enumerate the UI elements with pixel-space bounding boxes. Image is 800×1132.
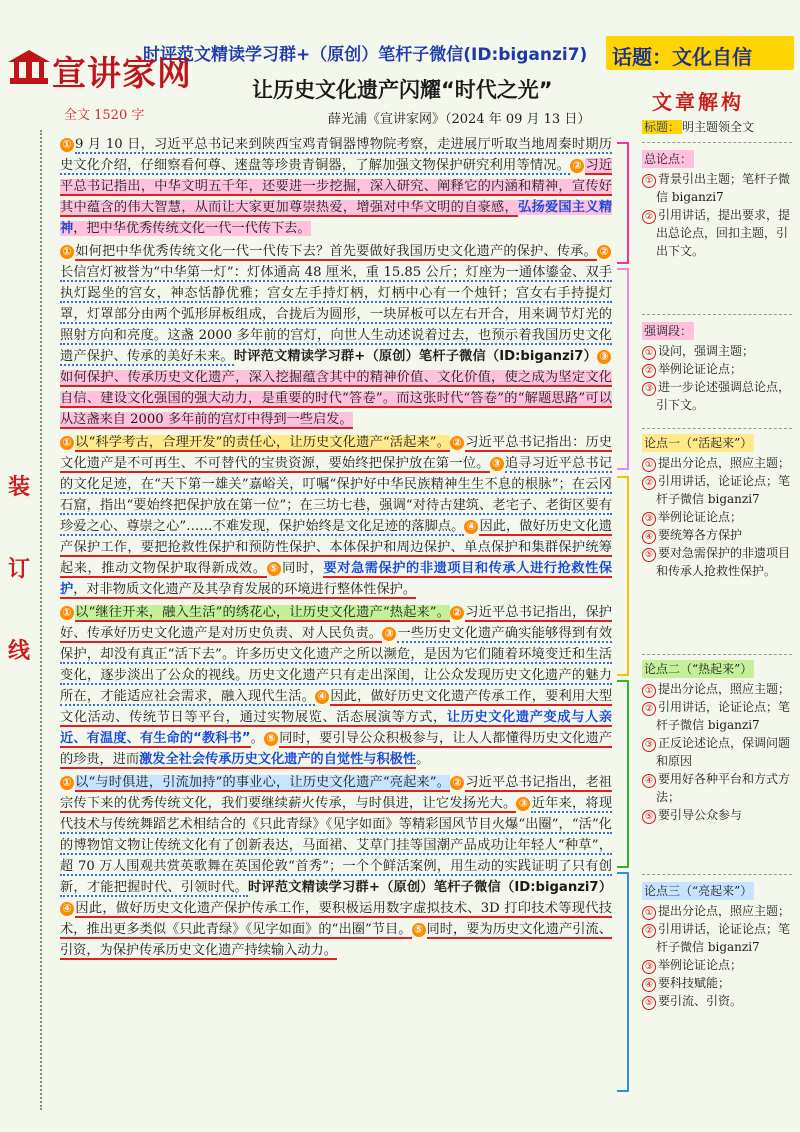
- sentence: 习近平总书记指出，老祖宗传下来的优秀传统文化，我们要继续薪火传承，与时俱进，让它发扬光大。: [60, 775, 612, 811]
- panel-section-total: [642, 150, 792, 260]
- panel-item-number: ③: [642, 960, 656, 974]
- sentence: 9 月 10 日，习近平总书记来到陕西宝鸡青铜器博物院考察，走进展厅听取当地周秦时期历史文化介绍，仔细察看何尊、逨盘等珍贵青铜器，了解加强文物保护研究利用等情况。: [60, 137, 612, 173]
- panel-item-text: 提出分论点，照应主题；: [658, 904, 791, 918]
- panel-item-text: 设问，强调主题；: [658, 344, 755, 358]
- sentence: 同时，要引导公众积极参与，让人人都懂得历史文化遗产的珍贵，进而: [60, 731, 613, 767]
- panel-item: [642, 902, 792, 920]
- lecture-hall-icon: [8, 48, 50, 86]
- byline: 薛光浦《宣讲家网》（2024 年 09 月 13 日）: [328, 112, 591, 127]
- panel-item-text: 要对急需保护的非遗项目和传承人抢救性保护。: [656, 546, 791, 578]
- panel-item-text: 引用讲话，论证论点；笔杆子微信 biganzi7: [656, 922, 791, 954]
- divider: [642, 314, 792, 315]
- panel-section-heading: 论点三（“亮起来”）: [644, 884, 753, 898]
- panel-item: [642, 378, 792, 414]
- panel-item: [642, 974, 792, 992]
- panel-section-heading: 论点二（“热起来”）: [644, 662, 753, 676]
- sentence-number: ②: [450, 776, 464, 790]
- panel-item-number: ③: [642, 512, 656, 526]
- panel-section-point2: [642, 660, 792, 824]
- sentence: 因此，做好历史文化遗产传承工作，要利用大型文化活动、传统节日等平台，通过实物展览、活态展演等方式，: [60, 689, 613, 725]
- panel-item: [642, 170, 792, 206]
- panel-item-text: 举例论证论点；: [658, 362, 743, 376]
- article-title: 让历史文化遗产闪耀“时代之光”: [252, 78, 553, 102]
- panel-item-text: 正反论述论点，保调问题和原因: [656, 736, 791, 768]
- sentence: 习近平总书记指出：历史文化遗产是不可再生、不可替代的宝贵资源，要始终把保护放在第一位。: [60, 435, 612, 471]
- sentence: 。: [416, 752, 430, 767]
- panel-item-text: 背景引出主题；笔杆子微信 biganzi7: [656, 172, 791, 204]
- sentence-number: ①: [60, 245, 74, 259]
- panel-item-number: ①: [642, 906, 656, 920]
- sentence: 同时，: [281, 561, 324, 576]
- sentence-number: ④: [315, 690, 329, 704]
- sentence-number: ①: [60, 606, 74, 620]
- key-phrase: 弘扬爱国主义精神: [60, 200, 613, 236]
- panel-item: [642, 360, 792, 378]
- panel-item-number: ⑤: [642, 810, 656, 824]
- bracket-point3: [617, 872, 629, 1092]
- panel-item: [642, 342, 792, 360]
- sentence: 因此，做好历史文化遗产保护工作，要把抢救性保护和预防性保护、本体保护和周边保护、单点保护和集群保护统筹起来，推动文物保护取得新成效。: [60, 519, 613, 576]
- paragraph-point-2: [60, 602, 612, 770]
- panel-item-number: ①: [642, 458, 656, 472]
- brand-line: 时评范文精读学习群+（原创）笔杆子微信(ID:biganzi7): [143, 45, 588, 65]
- panel-section-heading: 强调段：: [644, 324, 693, 338]
- panel-section-point3: [642, 882, 792, 1010]
- bracket-emphasis: [617, 268, 629, 470]
- sentence: 以“继往开来，融入生活”的绣花心，让历史文化遗产“热起来”。: [75, 605, 451, 620]
- panel-item-text: 提出分论点，照应主题；: [658, 456, 791, 470]
- key-phrase: 要对急需保护的非遗项目和传承人进行抢救性保护: [60, 561, 613, 597]
- panel-item-text: 要引流、引资。: [658, 994, 743, 1008]
- sentence-number: ①: [60, 436, 74, 450]
- panel-item-number: ②: [642, 364, 656, 378]
- bracket-point2: [617, 680, 629, 868]
- sentence-number: ④: [60, 902, 74, 916]
- word-count: 全文 1520 字: [64, 108, 145, 123]
- sentence: 习近平总书记指出，中华文明五千年，还要进一步挖掘，深入研究、阐释它的内涵和精神，宣传好其中蕴含的伟大智慧，从而让大家更加尊崇热爱，增强对中华文明的自豪感，: [60, 158, 613, 215]
- panel-tag: 标题：: [644, 120, 681, 134]
- panel-item-number: ④: [642, 530, 656, 544]
- bracket-total: [617, 142, 629, 264]
- sentence: 长信宫灯被誉为“中华第一灯”：灯体通高 48 厘米，重 15.85 公斤；灯座为一通体鎏金、双手执灯跽坐的宫女，神态恬静优雅；宫女左手持灯柄，灯柄中心有一个烛钎；宫女右手持提灯罩，灯罩部分由两个弧形屏板组成，合拢后为圆形，一块屏板可以左右开合，用来调节灯光的照射方向和亮度。这盏 2000 多年前的宫灯，向世人生动述说着过去，也预示着我国历史文化遗产保护、传承的美好未来。: [60, 265, 612, 364]
- panel-item: [642, 544, 792, 580]
- panel-item-number: ④: [642, 978, 656, 992]
- panel-item-text: 要用好各种平台和方式方法；: [656, 772, 791, 804]
- sentence: ，对非物质文化遗产及其孕育发展的环境进行整体性保护。: [73, 582, 417, 597]
- binding-char: 装: [7, 475, 30, 500]
- sentence: 追寻习近平总书记的文化足迹，在“天下第一雄关”嘉峪关，叮嘱“保护好中华民族精神生生不息的根脉”；在云冈石窟，指出“要始终把保护放在第一位”；在三坊七巷，强调“对待古建筑、老宅子、老街区要有珍爱之心、尊崇之心”……不难发现，保护始终是文化足迹的落脚点。: [60, 456, 613, 534]
- panel-text: 明主题领全文: [682, 120, 755, 134]
- panel-item-number: ②: [642, 702, 656, 716]
- panel-item-text: 举例论证论点；: [658, 958, 743, 972]
- key-phrase: 让历史文化遗产变成与人亲近、有温度、有生命的“教科书”: [60, 710, 613, 746]
- sentence: 一些历史文化遗产确实能够得到有效保护，却没有真正“活下去”。许多历史文化遗产之所以濒危，是因为它们随着环境变迁和生活变化，逐步淡出了公众的视线。历史文化遗产只有走出深闺，让公众发现历史文化遗产的魅力所在，才能适应社会需求，融入现代生活。: [60, 626, 613, 704]
- panel-item: [642, 680, 792, 698]
- sentence-number: ②: [597, 245, 611, 259]
- panel-item: [642, 956, 792, 974]
- paragraph-point-3: [60, 772, 612, 961]
- panel-item: [642, 526, 792, 544]
- panel-item-text: 引用讲话，论证论点；笔杆子微信 biganzi7: [656, 700, 791, 732]
- divider: [642, 428, 792, 429]
- panel-item-number: ①: [642, 174, 656, 188]
- panel-item-number: ⑤: [642, 996, 656, 1010]
- sentence-number: ⑤: [264, 732, 278, 746]
- panel-item: [642, 770, 792, 806]
- sentence-number: ③: [382, 627, 396, 641]
- paragraph-point-1: [60, 432, 612, 600]
- binding-char: 线: [7, 639, 30, 664]
- brand-inline: 时评范文精读学习群+（原创）笔杆子微信（ID:biganzi7）: [233, 349, 598, 364]
- sentence: 如何保护、传承历史文化遗产，深入挖掘蕴含其中的精神价值、文化价值，使之成为坚定文化自信、建设文化强国的强大动力，是重要的时代“答卷”。而这张时代“答卷”的“解题思路”可以从这盏来自 2000 多年前的宫灯中得到一些启发。: [60, 370, 612, 427]
- structure-panel: [642, 78, 792, 1118]
- topic-text: 话题：文化自信: [612, 45, 752, 69]
- panel-item-number: ③: [642, 738, 656, 752]
- sentence-number: ⑤: [267, 562, 281, 576]
- panel-item-text: 引用讲话，论证论点；笔杆子微信 biganzi7: [656, 474, 791, 506]
- paragraph-intro: [60, 134, 612, 239]
- panel-item-number: ①: [642, 684, 656, 698]
- panel-item: [642, 206, 792, 260]
- sentence: 同时，要为历史文化遗产引流、引资，为保护传承历史文化遗产持续输入动力。: [60, 922, 612, 958]
- panel-section-point1: [642, 434, 792, 580]
- divider: [642, 874, 792, 875]
- panel-item-number: ③: [642, 382, 656, 396]
- sentence-number: ④: [464, 520, 478, 534]
- sentence: ，把中华优秀传统文化一代一代传下去。: [73, 221, 311, 236]
- sentence-number: ③: [516, 797, 530, 811]
- paragraph-emphasis: [60, 241, 612, 430]
- panel-item-text: 提出分论点，照应主题；: [658, 682, 791, 696]
- sentence: 因此，做好历史文化遗产保护传承工作，要积极运用数字虚拟技术、3D 打印技术等现代技术，推出更多类似《只此青绿》《见字如面》的“出圈”节目。: [60, 901, 612, 937]
- sentence: 近年来，将现代技术与传统舞蹈艺术相结合的《只此青绿》《见字如面》等精彩国风节目火爆“出圈”，“活”化的博物馆文物让传统文化有了创新表达，马面裙、艾草门挂等国潮产品成功让年轻人“种草”，超 70 万人围观共赏英歌舞在英国伦敦“首秀”；一个个鲜活案例，用生动的实践证明了只有创新，才能把握时代、引领时代。: [60, 796, 613, 895]
- panel-item: [642, 806, 792, 824]
- topic-badge: [606, 36, 794, 70]
- article-body: [60, 134, 612, 963]
- sentence-number: ①: [60, 776, 74, 790]
- divider: [642, 654, 792, 655]
- panel-item-text: 进一步论述强调总论点，引下文。: [656, 380, 791, 412]
- panel-item: [642, 508, 792, 526]
- panel-section-heading: 总论点：: [644, 152, 693, 166]
- panel-item-text: 引用讲话，提出要求，提出总论点，回扣主题，引出下文。: [656, 208, 791, 258]
- panel-title: 文章解构: [652, 90, 744, 114]
- sentence-number: ③: [490, 457, 504, 471]
- sentence: 以“科学考古，合理开发”的责任心，让历史文化遗产“活起来”。: [75, 435, 451, 450]
- panel-item-text: 要统筹各方保护: [658, 528, 743, 542]
- brand-inline: 时评范文精读学习群+（原创）笔杆子微信（ID:biganzi7）: [247, 880, 613, 895]
- panel-item: [642, 992, 792, 1010]
- divider: [642, 142, 792, 143]
- sentence: 。: [250, 731, 265, 746]
- panel-item-text: 要科技赋能；: [658, 976, 731, 990]
- panel-section-heading: 论点一（“活起来”）: [644, 436, 753, 450]
- panel-item: [642, 920, 792, 956]
- panel-item-number: ②: [642, 476, 656, 490]
- sentence-number: ①: [60, 138, 74, 152]
- panel-item-text: 要引导公众参与: [658, 808, 743, 822]
- sentence: 习近平总书记指出，保护好、传承好历史文化遗产是对历史负责、对人民负责。: [60, 605, 612, 641]
- sentence-number: ②: [450, 606, 464, 620]
- panel-section-emphasis: [642, 322, 792, 414]
- binding-label: [6, 470, 32, 716]
- panel-item-number: ②: [642, 924, 656, 938]
- bracket-point1: [617, 476, 629, 676]
- panel-item-number: ⑤: [642, 548, 656, 562]
- binding-line: [40, 130, 42, 1110]
- logo-text: 宣讲家网: [52, 54, 192, 94]
- sentence-number: ③: [597, 350, 611, 364]
- panel-item-text: 举例论证论点；: [658, 510, 743, 524]
- panel-item: [642, 472, 792, 508]
- sentence: 如何把中华优秀传统文化一代一代传下去？首先要做好我国历史文化遗产的保护、传承。: [75, 244, 597, 259]
- sentence-number: ②: [570, 159, 584, 173]
- sentence: 以“与时俱进，引流加持”的事业心，让历史文化遗产“亮起来”。: [75, 775, 451, 790]
- panel-item: [642, 734, 792, 770]
- key-phrase: 激发全社会传承历史文化遗产的自觉性与积极性: [139, 752, 417, 767]
- panel-item-number: ①: [642, 346, 656, 360]
- panel-item-number: ④: [642, 774, 656, 788]
- panel-item-number: ②: [642, 210, 656, 224]
- panel-title-section: [642, 118, 792, 136]
- sentence-number: ⑤: [412, 923, 426, 937]
- panel-item: [642, 698, 792, 734]
- sentence-number: ②: [450, 436, 464, 450]
- binding-char: 订: [7, 557, 30, 582]
- panel-item: [642, 454, 792, 472]
